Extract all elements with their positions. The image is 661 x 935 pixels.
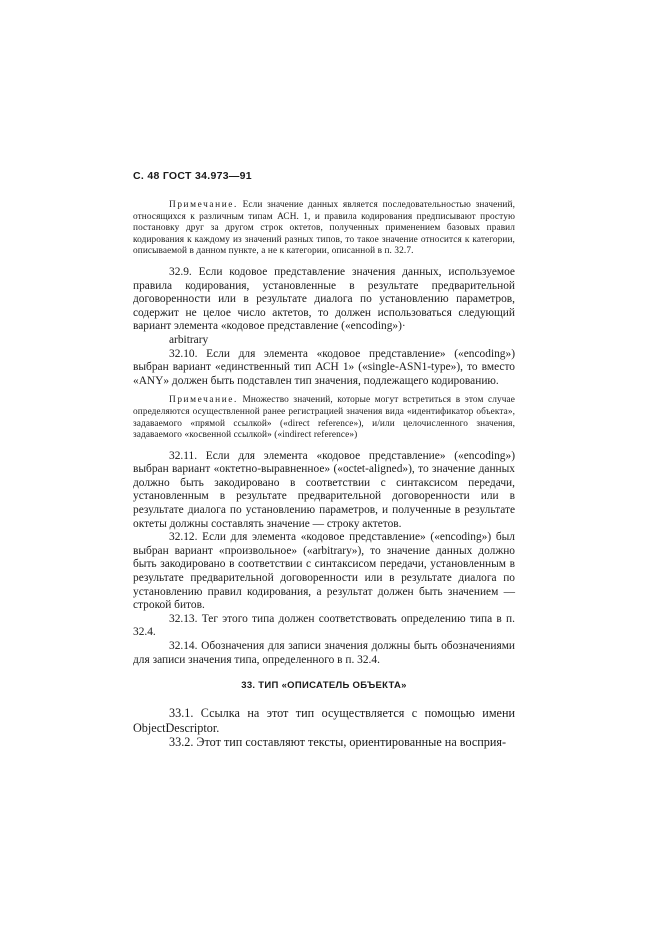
note-paragraph	[133, 200, 515, 258]
paragraph-32-13: 32.13. Тег этого типа должен соответствовать определению типа в п. 32.4.	[133, 612, 515, 639]
section-heading-33: 33. ТИП «ОПИСАТЕЛЬ ОБЪЕКТА»	[241, 680, 407, 692]
paragraph-32-14: 32.14. Обозначения для записи значения должны быть обозначениями для записи значения типа, определенного в п. 32.4.	[133, 640, 515, 666]
document-page	[133, 170, 515, 750]
paragraph-33-1: 33.1. Ссылка на этот тип осуществляется с помощью имени ObjectDescriptor.	[133, 706, 515, 735]
note-lead: Примечание.	[169, 395, 238, 406]
note-text: Если значение данных является последовательностью значений, относящихся к различным типам АСН. 1, и правила кодирования предписывают простую постановку друг за другом строк октетов, полученных применением базовых правил кодирования к каждому из значений разных типов, то такое значение относится к категории, описываемой в данном пункте, а не к категории, описанной в п. 32.7.	[133, 200, 515, 257]
paragraph-32-11: 32.11. Если для элемента «кодовое представление» («encoding») выбран вариант «октетно-выравненное» («octet-aligned»), то значение данных должно быть закодировано в соответствии с синтаксисом передачи, установленным в результате предварительной договоренности или в результате диалога по установлению параметров, и полученные в результате октеты должны составлять значение — строку актетов.	[133, 449, 515, 530]
note-paragraph-2	[133, 395, 515, 441]
keyword-arbitrary: arbitrary	[169, 333, 209, 346]
page-header: С. 48 ГОСТ 34.973—91	[133, 170, 252, 182]
note-text: Множество значений, которые могут встретиться в этом случае определяются осуществленной ранее регистрацией значения вида «идентификатор объекта», задаваемого «прямой ссылкой» («direct reference»), и/или целочисленного значения, задаваемого «косвенной ссылкой» («indirect reference»)	[133, 395, 515, 441]
paragraph-32-9: 32.9. Если кодовое представление значения данных, используемое правила кодирования, установленные в результате предварительной договоренности или в результате диалога по установлению параметров, содержит не целое число актетов, то должен использоваться следующий вариант элемента «кодовое представление («encoding»)·	[133, 265, 515, 333]
paragraph-32-10: 32.10. Если для элемента «кодовое представление» («encoding») выбран вариант «единственный тип АСН 1» («single-ASN1-type»), то вместо «ANY» должен быть подставлен тип значения, подлежащего кодированию.	[133, 347, 515, 387]
paragraph-33-2: 33.2. Этот тип составляют тексты, ориентированные на восприя-	[169, 735, 507, 750]
note-lead: Примечание.	[169, 200, 238, 210]
paragraph-32-12: 32.12. Если для элемента «кодовое представление» («encoding») был выбран вариант «произвольное» («arbitrary»), то значение данных должно быть закодировано в соответствии с синтаксисом передачи, установленным в результате предварительной договоренности или в результате диалога по установлению правил кодирования, а результат должен быть значением — строкой битов.	[133, 531, 515, 612]
